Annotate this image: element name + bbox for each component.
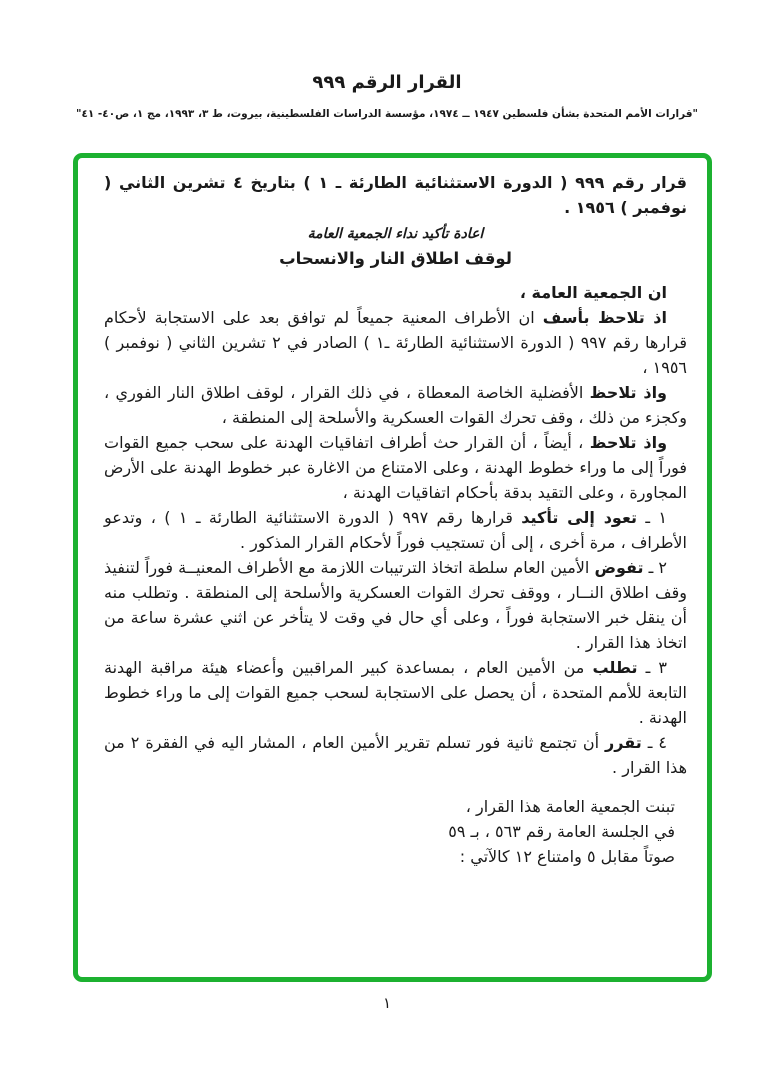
clause-paragraph-3	[104, 655, 687, 730]
clause-number: ٤ ـ	[641, 733, 668, 752]
clause-number: ١ ـ	[636, 508, 667, 527]
preamble-body: ان الأطراف المعنية جميعاً لم توافق بعد على الاستجابة لأحكام قرارها رقم ٩٩٧ ( الدورة الاستثنائية الطارئة ـ١ ) الصادر في ٢ تشرين الثاني ( نوفمبر ) ١٩٥٦ ،	[104, 308, 687, 377]
preamble-body: ، أيضاً ، أن القرار حث أطراف اتفاقيات الهدنة على سحب جميع القوات فوراً إلى ما وراء خطوط الهدنة ، وعلى الامتناع من الاغارة عبر خطوط الهدنة على الأرض المجاورة ، وعلى التقيد بدقة بأحكام اتفاقيات الهدنة ،	[104, 433, 687, 502]
clause-body: أن تجتمع ثانية فور تسلم تقرير الأمين العام ، المشار اليه في الفقرة ٢ من هذا القرار .	[104, 733, 687, 777]
preamble-paragraph	[104, 430, 687, 505]
page-title: القرار الرقم ٩٩٩	[312, 72, 462, 93]
citation-line: "قرارات الأمم المتحدة بشأن فلسطين ١٩٤٧ ــ ١٩٧٤، مؤسسة الدراسات الفلسطينية، بيروت، ط ٣، ١٩٩٣، مج ١، ص٤٠- ٤١"	[75, 108, 699, 120]
closing-line: في الجلسة العامة رقم ٥٦٣ ، بـ ٥٩	[448, 822, 675, 841]
closing-block	[104, 794, 687, 869]
resolution-heading: قرار رقم ٩٩٩ ( الدورة الاستثنائية الطارئة ـ ١ ) بتاريخ ٤ تشرين الثاني ( نوفمبر ) ١٩٥٦ .	[104, 173, 687, 217]
clause-number: ٢ ـ	[643, 558, 667, 577]
clause-body: الأمين العام سلطة اتخاذ الترتيبات اللازمة مع الأطراف المعنيــة فوراً لتنفيذ وقف اطلاق النــار ، ووقف تحرك القوات العسكرية والأسلحة إلى المنطقة . وتطلب منه أن ينقل خبر الاستجابة فوراً ، وعلى أي حال في وقت لا يتأخر عن اثني عشرة ساعة من اتخاذ هذا القرار .	[104, 558, 687, 652]
closing-line: صوتاً مقابل ٥ وامتناع ١٢ كالآتي :	[459, 847, 675, 866]
clause-body: من الأمين العام ، بمساعدة كبير المراقبين وأعضاء هيئة مراقبة الهدنة التابعة للأمم المتحدة ، أن يحصل على الاستجابة لسحب جميع القوات إلى ما وراء خطوط الهدنة .	[104, 658, 687, 727]
clause-paragraph-4	[104, 730, 687, 780]
clause-lead: تعود إلى تأكيد	[521, 508, 637, 527]
resolution-text	[104, 170, 687, 967]
clause-number: ٣ ـ	[637, 658, 668, 677]
clause-lead: تفوض	[594, 558, 644, 577]
clause-paragraph-2	[104, 555, 687, 655]
opening-line: ان الجمعية العامة ،	[519, 283, 667, 302]
preamble-paragraph	[104, 380, 687, 430]
clause-lead: تقرر	[605, 733, 642, 752]
resolution-subtitle: لوقف اطلاق النار والانسحاب	[279, 249, 512, 268]
preamble-lead: واذ تلاحظ	[589, 433, 668, 452]
closing-line: تبنت الجمعية العامة هذا القرار ،	[465, 797, 675, 816]
preamble-body: الأفضلية الخاصة المعطاة ، في ذلك القرار ، لوقف اطلاق النار الفوري ، وكجزء من ذلك ، وقف تحرك القوات العسكرية والأسلحة إلى المنطقة ،	[104, 383, 687, 427]
clause-lead: تطلب	[592, 658, 638, 677]
preamble-lead: اذ تلاحظ بأسف	[542, 308, 668, 327]
resolution-subtitle-calligraphic: اعادة تأكيد نداء الجمعية العامة	[307, 226, 484, 242]
preamble-paragraph	[104, 305, 687, 380]
clause-paragraph-1	[104, 505, 687, 555]
preamble-lead: واذ تلاحظ	[589, 383, 667, 402]
green-border-frame	[73, 153, 712, 982]
page-number: ١	[382, 994, 392, 1012]
clause-body: قرارها رقم ٩٩٧ ( الدورة الاستثنائية الطارئة ـ ١ ) ، وتدعو الأطراف ، مرة أخرى ، إلى أن تستجيب فوراً لأحكام القرار المذكور .	[104, 508, 687, 552]
